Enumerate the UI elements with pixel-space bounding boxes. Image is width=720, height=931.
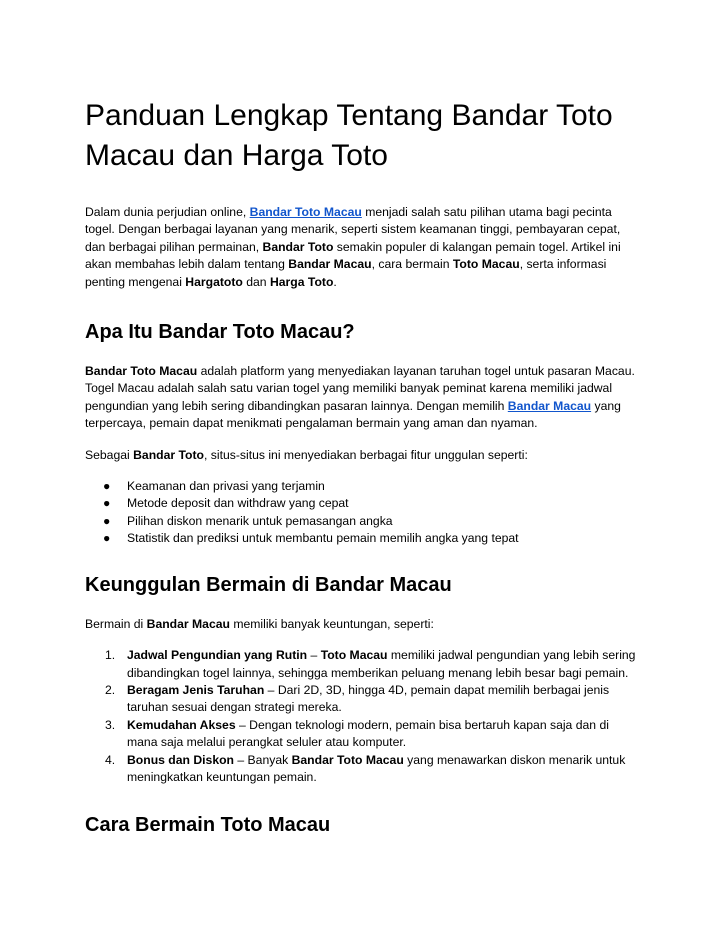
list-item [85, 495, 637, 512]
list-item [85, 530, 637, 547]
section-heading-keunggulan: Keunggulan Bermain di Bandar Macau [85, 573, 452, 596]
bullet-icon: ● [103, 479, 111, 494]
s2-text-2: memiliki banyak keuntungan, seperti: [229, 616, 434, 631]
item-text: – Dengan teknologi modern, pemain bisa bertaruh kapan saja dan di mana saja melalui perangkat seluler atau komputer. [127, 717, 609, 750]
list-number: 3. [105, 717, 116, 732]
list-item-text: Metode deposit dan withdraw yang cepat [127, 496, 349, 511]
s1p2-text-1: Sebagai [85, 447, 134, 462]
link-bandar-toto-macau[interactable]: Bandar Toto Macau [249, 205, 362, 219]
item-text: – Banyak [234, 752, 292, 767]
item-bold-2: Toto Macau [320, 648, 388, 663]
intro-bold-1: Bandar Toto [262, 239, 334, 254]
list-item [85, 682, 637, 717]
link-bandar-macau[interactable]: Bandar Macau [507, 398, 592, 413]
s1-text-1: adalah platform yang menyediakan layanan taruhan togel untuk pasaran Macau. Togel Macau adalah salah satu varian togel yang memiliki banyak peminat karena memiliki jadwal pengundian yang lebih sering dibandingkan pasaran lainnya. Dengan memilih [85, 364, 635, 413]
intro-text-5: , serta informasi penting mengenai [85, 257, 607, 289]
intro-bold-4: Hargatoto [185, 274, 243, 289]
advantages-list [85, 647, 637, 786]
section-heading-apa-itu: Apa Itu Bandar Toto Macau? [85, 321, 355, 344]
intro-bold-3: Toto Macau [452, 257, 520, 272]
list-number: 2. [105, 682, 116, 697]
item-text-2: yang menawarkan diskon menarik untuk meningkatkan keuntungan pemain. [127, 752, 626, 784]
item-text-2: memiliki jadwal pengundian yang lebih sering dibandingkan togel lainnya, sehingga memberikan peluang menang lebih besar bagi pemain. [127, 648, 636, 680]
item-bold: Jadwal Pengundian yang Rutin [127, 648, 308, 663]
features-list [85, 478, 637, 548]
document-content [85, 96, 637, 856]
intro-bold-5: Harga Toto [269, 274, 334, 289]
bullet-icon: ● [103, 496, 111, 511]
list-item-text: Keamanan dan privasi yang terjamin [127, 479, 325, 494]
page-title: Panduan Lengkap Tentang Bandar Toto Macau dan Harga Toto [85, 99, 613, 172]
intro-text-1: Dalam dunia perjudian online, [85, 205, 250, 219]
section-heading-cara-bermain: Cara Bermain Toto Macau [85, 814, 331, 837]
s1-bold-1: Bandar Toto Macau [85, 364, 198, 379]
bullet-icon: ● [103, 531, 111, 546]
intro-paragraph [85, 204, 637, 291]
list-item [85, 478, 637, 495]
section2-paragraph-1 [85, 616, 637, 633]
item-bold: Beragam Jenis Taruhan [127, 682, 265, 697]
intro-bold-2: Bandar Macau [288, 257, 372, 272]
s2-bold-1: Bandar Macau [146, 616, 230, 631]
item-text: – Dari 2D, 3D, hingga 4D, pemain dapat memilih berbagai jenis taruhan sesuai dengan strategi mereka. [127, 682, 610, 715]
list-item [85, 717, 637, 752]
intro-text-7: . [333, 274, 337, 289]
list-item-text: Statistik dan prediksi untuk membantu pemain memilih angka yang tepat [127, 531, 519, 546]
s1p2-bold-1: Bandar Toto [133, 447, 204, 462]
intro-text-6: dan [242, 274, 270, 289]
list-item [85, 647, 637, 682]
bullet-icon: ● [103, 513, 111, 528]
list-item [85, 513, 637, 530]
list-number: 4. [105, 752, 116, 767]
s2-text-1: Bermain di [85, 616, 147, 631]
item-bold-2: Bandar Toto Macau [291, 752, 404, 767]
list-item [85, 752, 637, 787]
section1-paragraph-2 [85, 447, 637, 464]
intro-text-4: , cara bermain [371, 257, 453, 272]
intro-text-3: semakin populer di kalangan pemain togel. Artikel ini akan membahas lebih dalam tentang [85, 239, 621, 272]
intro-text-2: menjadi salah satu pilihan utama bagi pecinta togel. Dengan berbagai layanan yang menarik, seperti sistem keamanan tinggi, pembayaran cepat, dan berbagai pilihan permainan, [85, 205, 621, 254]
item-bold: Kemudahan Akses [127, 717, 236, 732]
item-text: – [307, 648, 321, 663]
s1-text-2: yang terpercaya, pemain dapat menikmati pengalaman bermain yang aman dan nyaman. [85, 398, 621, 431]
list-item-text: Pilihan diskon menarik untuk pemasangan angka [127, 513, 393, 528]
section1-paragraph-1 [85, 363, 637, 433]
s1p2-text-2: , situs-situs ini menyediakan berbagai fitur unggulan seperti: [204, 447, 528, 462]
list-number: 1. [105, 648, 116, 663]
item-bold: Bonus dan Diskon [127, 752, 234, 767]
